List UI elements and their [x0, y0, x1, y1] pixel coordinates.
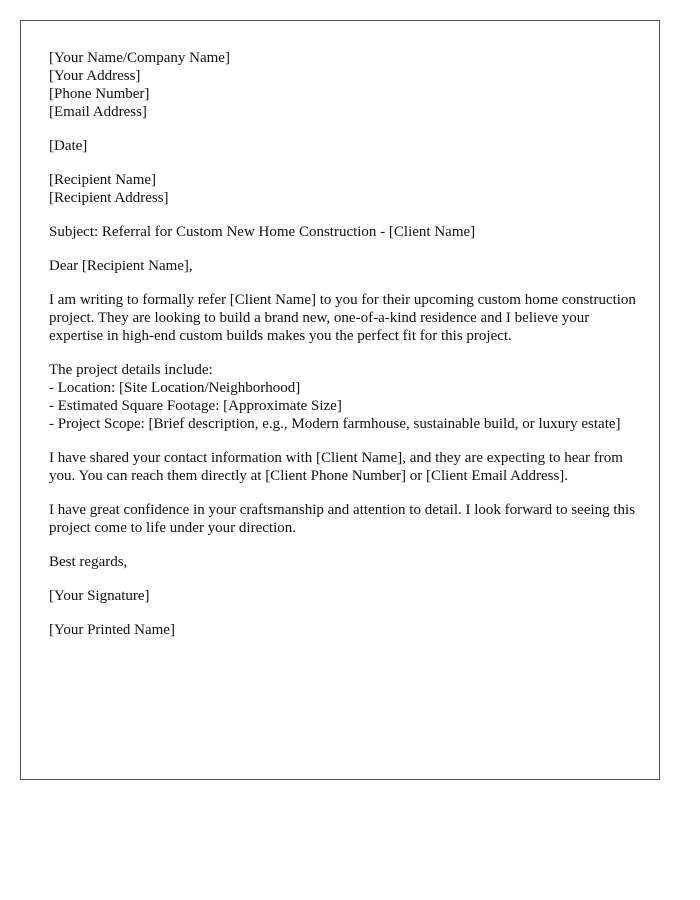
intro-paragraph: I am writing to formally refer [Client Name] to you for their upcoming custom home construction project. They are looking to build a brand new, one-of-a-kind residence and I believe your expertise in high-end custom builds makes you the perfect fit for this project. [49, 292, 636, 344]
sender-address: [Your Address] [49, 68, 141, 84]
detail-square-footage: - Estimated Square Footage: [Approximate Size] [49, 398, 342, 414]
sender-block [49, 49, 639, 121]
recipient-address: [Recipient Address] [49, 190, 169, 206]
sender-email: [Email Address] [49, 104, 147, 120]
sender-name: [Your Name/Company Name] [49, 50, 230, 66]
detail-location: - Location: [Site Location/Neighborhood] [49, 380, 301, 396]
sender-phone: [Phone Number] [49, 86, 150, 102]
recipient-name: [Recipient Name] [49, 172, 157, 188]
signature: [Your Signature] [49, 588, 150, 604]
recipient-block [49, 171, 639, 207]
details-heading: The project details include: [49, 362, 213, 378]
letter-content [49, 49, 639, 655]
detail-project-scope: - Project Scope: [Brief description, e.g., Modern farmhouse, sustainable build, or luxury estate] [49, 416, 621, 432]
letter-date: [Date] [49, 138, 88, 154]
salutation: Dear [Recipient Name], [49, 258, 193, 274]
closing: Best regards, [49, 554, 128, 570]
project-details [49, 361, 639, 433]
contact-paragraph: I have shared your contact information with [Client Name], and they are expecting to hear from you. You can reach them directly at [Client Phone Number] or [Client Email Address]. [49, 450, 623, 484]
letter-page [20, 20, 660, 780]
date-block [49, 137, 639, 155]
confidence-paragraph: I have great confidence in your craftsmanship and attention to detail. I look forward to seeing this project come to life under your direction. [49, 502, 636, 536]
subject-line: Subject: Referral for Custom New Home Construction - [Client Name] [49, 224, 476, 240]
printed-name: [Your Printed Name] [49, 622, 175, 638]
